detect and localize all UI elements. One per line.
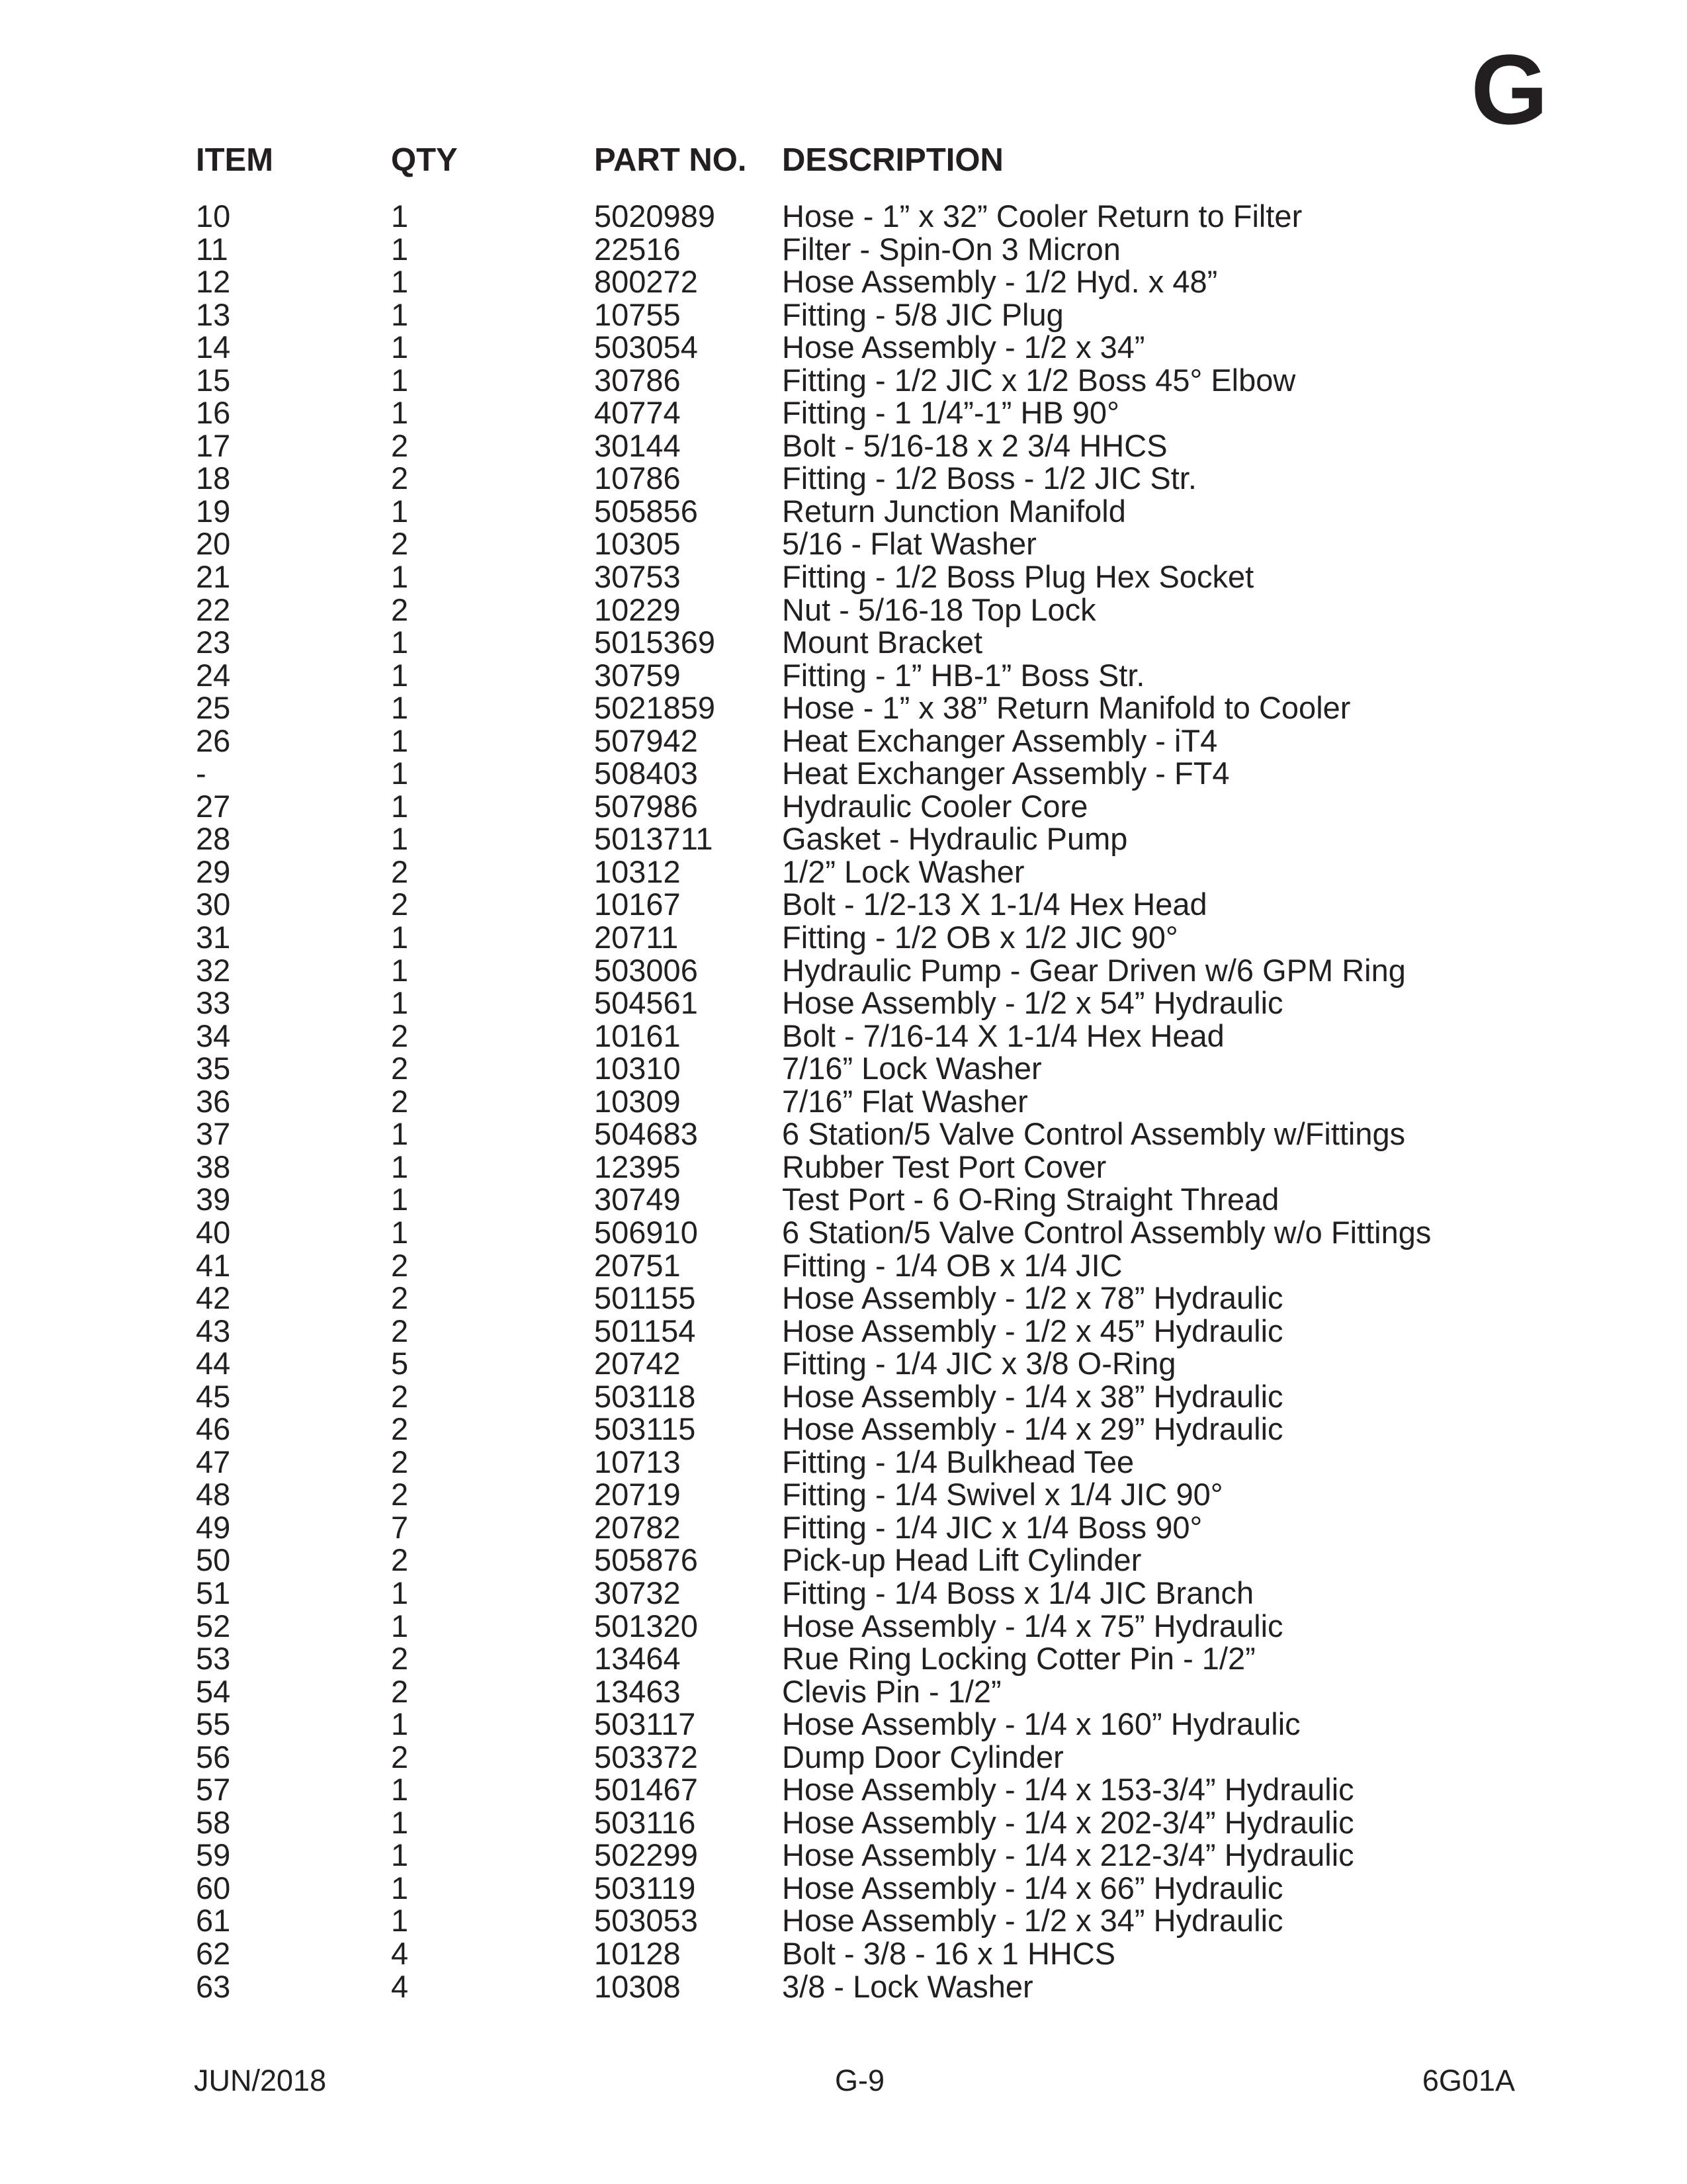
part-number-cell: 5021859 <box>594 690 715 726</box>
part-number-cell: 508403 <box>594 756 698 791</box>
item-cell: 58 <box>196 1804 231 1840</box>
description-cell: Mount Bracket <box>782 625 983 660</box>
qty-cell: 1 <box>391 788 409 824</box>
qty-cell: 1 <box>391 1837 409 1873</box>
description-cell: Return Junction Manifold <box>782 493 1126 529</box>
description-cell: Bolt - 3/8 - 16 x 1 HHCS <box>782 1935 1116 1971</box>
qty-cell: 1 <box>391 821 409 857</box>
item-cell: 43 <box>196 1313 231 1348</box>
part-number-cell: 13464 <box>594 1641 681 1677</box>
qty-cell: 1 <box>391 1804 409 1840</box>
table-row <box>0 822 1687 855</box>
page-footer <box>0 2061 1687 2101</box>
description-cell: Fitting - 1/4 Swivel x 1/4 JIC 90° <box>782 1477 1223 1512</box>
part-number-cell: 20751 <box>594 1247 681 1283</box>
description-cell: Hose Assembly - 1/4 x 29” Hydraulic <box>782 1411 1283 1447</box>
part-number-cell: 10312 <box>594 853 681 889</box>
item-cell: 15 <box>196 362 231 398</box>
qty-cell: 1 <box>391 559 409 595</box>
qty-cell: 2 <box>391 1378 409 1414</box>
item-cell: 57 <box>196 1772 231 1808</box>
item-cell: 41 <box>196 1247 231 1283</box>
description-cell: Hydraulic Cooler Core <box>782 788 1088 824</box>
table-row <box>0 1315 1687 1348</box>
description-cell: Hose Assembly - 1/2 x 54” Hydraulic <box>782 985 1283 1021</box>
table-row <box>0 1216 1687 1249</box>
table-row <box>0 298 1687 331</box>
table-row <box>0 1610 1687 1643</box>
part-number-cell: 10713 <box>594 1444 681 1479</box>
part-number-cell: 10308 <box>594 1968 681 2004</box>
table-row <box>0 495 1687 528</box>
item-cell: 11 <box>196 231 228 267</box>
item-cell: 48 <box>196 1477 231 1512</box>
table-row <box>0 954 1687 987</box>
item-cell: 42 <box>196 1280 231 1316</box>
item-cell: 63 <box>196 1968 231 2004</box>
description-cell: Clevis Pin - 1/2” <box>782 1673 1002 1709</box>
part-number-cell: 502299 <box>594 1837 698 1873</box>
table-row <box>0 1511 1687 1544</box>
description-cell: Hose Assembly - 1/2 Hyd. x 48” <box>782 264 1218 300</box>
item-cell: 44 <box>196 1346 231 1381</box>
part-number-cell: 30786 <box>594 362 681 398</box>
table-row <box>0 331 1687 364</box>
table-row <box>0 560 1687 593</box>
item-cell: 27 <box>196 788 231 824</box>
qty-cell: 2 <box>391 1641 409 1677</box>
item-cell: 46 <box>196 1411 231 1447</box>
qty-cell: 1 <box>391 493 409 529</box>
description-cell: Hose Assembly - 1/2 x 34” Hydraulic <box>782 1903 1283 1939</box>
description-cell: Fitting - 1 1/4”-1” HB 90° <box>782 395 1119 431</box>
part-number-cell: 503006 <box>594 952 698 988</box>
part-number-cell: 10309 <box>594 1083 681 1119</box>
table-row <box>0 1052 1687 1085</box>
item-cell: 36 <box>196 1083 231 1119</box>
item-cell: - <box>196 756 206 791</box>
item-cell: 39 <box>196 1182 231 1217</box>
item-cell: 18 <box>196 460 231 496</box>
qty-cell: 2 <box>391 1083 409 1119</box>
qty-column-header: QTY <box>391 142 458 178</box>
item-cell: 40 <box>196 1214 231 1250</box>
part-number-cell: 30759 <box>594 657 681 693</box>
description-cell: 3/8 - Lock Washer <box>782 1968 1033 2004</box>
qty-cell: 1 <box>391 1706 409 1742</box>
description-cell: Hose Assembly - 1/4 x 160” Hydraulic <box>782 1706 1301 1742</box>
part-number-cell: 20742 <box>594 1346 681 1381</box>
description-cell: Nut - 5/16-18 Top Lock <box>782 591 1096 627</box>
qty-cell: 2 <box>391 1411 409 1447</box>
description-cell: Hydraulic Pump - Gear Driven w/6 GPM Ring <box>782 952 1406 988</box>
description-cell: Hose Assembly - 1/4 x 212-3/4” Hydraulic <box>782 1837 1354 1873</box>
table-row <box>0 1282 1687 1315</box>
qty-cell: 1 <box>391 1903 409 1939</box>
description-cell: Test Port - 6 O-Ring Straight Thread <box>782 1182 1279 1217</box>
table-row <box>0 1872 1687 1905</box>
qty-cell: 2 <box>391 1247 409 1283</box>
part-number-cell: 507942 <box>594 722 698 758</box>
description-cell: Rubber Test Port Cover <box>782 1149 1107 1184</box>
table-row <box>0 1937 1687 1970</box>
description-cell: Fitting - 1/4 OB x 1/4 JIC <box>782 1247 1123 1283</box>
description-cell: Bolt - 1/2-13 X 1-1/4 Hex Head <box>782 887 1207 922</box>
qty-cell: 1 <box>391 625 409 660</box>
table-row <box>0 1151 1687 1184</box>
table-row <box>0 527 1687 560</box>
qty-cell: 2 <box>391 460 409 496</box>
qty-cell: 2 <box>391 853 409 889</box>
table-row <box>0 200 1687 233</box>
description-cell: Fitting - 1/2 Boss - 1/2 JIC Str. <box>782 460 1197 496</box>
part-number-cell: 20711 <box>594 920 679 955</box>
part-number-cell: 506910 <box>594 1214 698 1250</box>
part-number-cell: 501467 <box>594 1772 698 1808</box>
table-row <box>0 1183 1687 1216</box>
table-row <box>0 1020 1687 1053</box>
description-cell: Hose - 1” x 32” Cooler Return to Filter <box>782 198 1303 234</box>
description-cell: Fitting - 1/2 OB x 1/2 JIC 90° <box>782 920 1178 955</box>
part-number-cell: 504561 <box>594 985 698 1021</box>
qty-cell: 7 <box>391 1509 409 1545</box>
table-row <box>0 429 1687 462</box>
description-cell: Hose Assembly - 1/2 x 45” Hydraulic <box>782 1313 1283 1348</box>
description-column-header: DESCRIPTION <box>782 142 1004 178</box>
part-number-cell: 503115 <box>594 1411 696 1447</box>
footer-date: JUN/2018 <box>194 2064 327 2097</box>
qty-cell: 2 <box>391 887 409 922</box>
table-row <box>0 1675 1687 1708</box>
part-no-column-header: PART NO. <box>594 142 747 178</box>
item-cell: 23 <box>196 625 231 660</box>
description-cell: Bolt - 7/16-14 X 1-1/4 Hex Head <box>782 1018 1225 1053</box>
qty-cell: 2 <box>391 1444 409 1479</box>
table-row <box>0 1478 1687 1511</box>
item-cell: 52 <box>196 1608 231 1643</box>
item-cell: 37 <box>196 1116 231 1152</box>
qty-cell: 1 <box>391 756 409 791</box>
description-cell: Hose - 1” x 38” Return Manifold to Cooler <box>782 690 1351 726</box>
table-row <box>0 626 1687 659</box>
item-cell: 17 <box>196 427 231 463</box>
table-row <box>0 593 1687 627</box>
part-number-cell: 5013711 <box>594 821 713 857</box>
table-row <box>0 691 1687 724</box>
part-number-cell: 22516 <box>594 231 681 267</box>
part-number-cell: 505876 <box>594 1542 698 1578</box>
qty-cell: 1 <box>391 329 409 365</box>
description-cell: 5/16 - Flat Washer <box>782 526 1037 562</box>
item-cell: 16 <box>196 395 231 431</box>
item-cell: 29 <box>196 853 231 889</box>
item-cell: 56 <box>196 1739 231 1774</box>
table-row <box>0 888 1687 921</box>
part-number-cell: 501320 <box>594 1608 698 1643</box>
table-row <box>0 855 1687 889</box>
part-number-cell: 10128 <box>594 1935 681 1971</box>
description-cell: Fitting - 1/4 Bulkhead Tee <box>782 1444 1135 1479</box>
table-row <box>0 986 1687 1020</box>
table-row <box>0 364 1687 397</box>
qty-cell: 1 <box>391 985 409 1021</box>
qty-cell: 5 <box>391 1346 409 1381</box>
table-row <box>0 1806 1687 1839</box>
description-cell: Hose Assembly - 1/4 x 75” Hydraulic <box>782 1608 1283 1643</box>
part-number-cell: 5020989 <box>594 198 715 234</box>
description-cell: Fitting - 1/2 JIC x 1/2 Boss 45° Elbow <box>782 362 1296 398</box>
part-number-cell: 30753 <box>594 559 681 595</box>
part-number-cell: 10229 <box>594 591 681 627</box>
item-cell: 20 <box>196 526 231 562</box>
part-number-cell: 10786 <box>594 460 681 496</box>
table-row <box>0 1413 1687 1446</box>
qty-cell: 1 <box>391 1608 409 1643</box>
qty-cell: 1 <box>391 395 409 431</box>
item-cell: 25 <box>196 690 231 726</box>
item-cell: 33 <box>196 985 231 1021</box>
item-cell: 31 <box>196 920 231 955</box>
table-row <box>0 1970 1687 2003</box>
table-row <box>0 1708 1687 1741</box>
item-cell: 34 <box>196 1018 231 1053</box>
qty-cell: 2 <box>391 1542 409 1578</box>
table-row <box>0 396 1687 429</box>
description-cell: Fitting - 1” HB-1” Boss Str. <box>782 657 1145 693</box>
table-row <box>0 1839 1687 1872</box>
table-row <box>0 1085 1687 1118</box>
qty-cell: 1 <box>391 1772 409 1808</box>
part-number-cell: 10167 <box>594 887 681 922</box>
description-cell: Fitting - 5/8 JIC Plug <box>782 296 1064 332</box>
qty-cell: 1 <box>391 231 409 267</box>
part-number-cell: 30144 <box>594 427 681 463</box>
part-number-cell: 800272 <box>594 264 698 300</box>
item-cell: 22 <box>196 591 231 627</box>
qty-cell: 4 <box>391 1968 409 2004</box>
item-cell: 32 <box>196 952 231 988</box>
table-row <box>0 1773 1687 1806</box>
table-row <box>0 921 1687 954</box>
item-cell: 12 <box>196 264 231 300</box>
part-number-cell: 40774 <box>594 395 681 431</box>
item-cell: 30 <box>196 887 231 922</box>
description-cell: Dump Door Cylinder <box>782 1739 1064 1774</box>
part-number-cell: 10305 <box>594 526 681 562</box>
part-number-cell: 503117 <box>594 1706 696 1742</box>
description-cell: Hose Assembly - 1/2 x 78” Hydraulic <box>782 1280 1283 1316</box>
item-cell: 19 <box>196 493 231 529</box>
description-cell: Filter - Spin-On 3 Micron <box>782 231 1121 267</box>
parts-table <box>0 200 1687 2003</box>
item-cell: 24 <box>196 657 231 693</box>
part-number-cell: 10310 <box>594 1051 681 1086</box>
item-cell: 61 <box>196 1903 231 1939</box>
table-row <box>0 462 1687 495</box>
qty-cell: 1 <box>391 690 409 726</box>
part-number-cell: 503119 <box>594 1870 696 1905</box>
qty-cell: 1 <box>391 1214 409 1250</box>
description-cell: Hose Assembly - 1/4 x 202-3/4” Hydraulic <box>782 1804 1354 1840</box>
item-cell: 53 <box>196 1641 231 1677</box>
table-row <box>0 1577 1687 1610</box>
description-cell: Heat Exchanger Assembly - FT4 <box>782 756 1230 791</box>
part-number-cell: 503053 <box>594 1903 698 1939</box>
section-letter: G <box>1471 34 1548 145</box>
item-cell: 50 <box>196 1542 231 1578</box>
qty-cell: 1 <box>391 264 409 300</box>
qty-cell: 2 <box>391 1739 409 1774</box>
description-cell: Bolt - 5/16-18 x 2 3/4 HHCS <box>782 427 1168 463</box>
table-row <box>0 233 1687 266</box>
item-cell: 14 <box>196 329 231 365</box>
item-cell: 49 <box>196 1509 231 1545</box>
table-row <box>0 1249 1687 1282</box>
qty-cell: 2 <box>391 1673 409 1709</box>
table-row <box>0 1642 1687 1675</box>
part-number-cell: 20719 <box>594 1477 681 1512</box>
part-number-cell: 13463 <box>594 1673 681 1709</box>
part-number-cell: 10755 <box>594 296 681 332</box>
table-header <box>0 140 1687 180</box>
description-cell: Heat Exchanger Assembly - iT4 <box>782 722 1218 758</box>
part-number-cell: 30732 <box>594 1575 681 1610</box>
part-number-cell: 30749 <box>594 1182 681 1217</box>
item-cell: 35 <box>196 1051 231 1086</box>
description-cell: 7/16” Lock Washer <box>782 1051 1042 1086</box>
part-number-cell: 507986 <box>594 788 698 824</box>
item-cell: 21 <box>196 559 231 595</box>
part-number-cell: 503054 <box>594 329 698 365</box>
item-column-header: ITEM <box>196 142 274 178</box>
qty-cell: 1 <box>391 952 409 988</box>
table-row <box>0 1347 1687 1380</box>
table-row <box>0 1380 1687 1413</box>
item-cell: 26 <box>196 722 231 758</box>
qty-cell: 1 <box>391 657 409 693</box>
table-row <box>0 1446 1687 1479</box>
part-number-cell: 501154 <box>594 1313 696 1348</box>
qty-cell: 2 <box>391 1313 409 1348</box>
description-cell: Hose Assembly - 1/4 x 66” Hydraulic <box>782 1870 1283 1905</box>
description-cell: 6 Station/5 Valve Control Assembly w/Fittings <box>782 1116 1406 1152</box>
table-row <box>0 1904 1687 1937</box>
part-number-cell: 503372 <box>594 1739 698 1774</box>
qty-cell: 2 <box>391 1280 409 1316</box>
qty-cell: 2 <box>391 1477 409 1512</box>
table-row <box>0 265 1687 298</box>
part-number-cell: 5015369 <box>594 625 715 660</box>
qty-cell: 1 <box>391 722 409 758</box>
qty-cell: 1 <box>391 1116 409 1152</box>
table-row <box>0 659 1687 692</box>
qty-cell: 2 <box>391 591 409 627</box>
description-cell: Hose Assembly - 1/4 x 38” Hydraulic <box>782 1378 1283 1414</box>
table-row <box>0 1741 1687 1774</box>
item-cell: 38 <box>196 1149 231 1184</box>
item-cell: 28 <box>196 821 231 857</box>
qty-cell: 1 <box>391 1149 409 1184</box>
qty-cell: 2 <box>391 1018 409 1053</box>
table-row <box>0 1544 1687 1577</box>
item-cell: 51 <box>196 1575 231 1610</box>
item-cell: 54 <box>196 1673 231 1709</box>
qty-cell: 1 <box>391 1870 409 1905</box>
qty-cell: 1 <box>391 1575 409 1610</box>
qty-cell: 4 <box>391 1935 409 1971</box>
item-cell: 62 <box>196 1935 231 1971</box>
item-cell: 45 <box>196 1378 231 1414</box>
description-cell: Fitting - 1/2 Boss Plug Hex Socket <box>782 559 1254 595</box>
qty-cell: 2 <box>391 427 409 463</box>
item-cell: 10 <box>196 198 231 234</box>
footer-page-number: G-9 <box>835 2064 885 2097</box>
footer-document-code: 6G01A <box>1422 2064 1515 2097</box>
item-cell: 13 <box>196 296 231 332</box>
part-number-cell: 503118 <box>594 1378 696 1414</box>
part-number-cell: 12395 <box>594 1149 681 1184</box>
item-cell: 59 <box>196 1837 231 1873</box>
item-cell: 47 <box>196 1444 231 1479</box>
table-row <box>0 790 1687 823</box>
part-number-cell: 504683 <box>594 1116 698 1152</box>
description-cell: Hose Assembly - 1/2 x 34” <box>782 329 1145 365</box>
description-cell: Pick-up Head Lift Cylinder <box>782 1542 1142 1578</box>
description-cell: 1/2” Lock Washer <box>782 853 1025 889</box>
qty-cell: 1 <box>391 920 409 955</box>
part-number-cell: 20782 <box>594 1509 681 1545</box>
table-row <box>0 757 1687 790</box>
qty-cell: 1 <box>391 198 409 234</box>
qty-cell: 1 <box>391 296 409 332</box>
description-cell: Fitting - 1/4 JIC x 3/8 O-Ring <box>782 1346 1176 1381</box>
description-cell: 6 Station/5 Valve Control Assembly w/o Fittings <box>782 1214 1432 1250</box>
part-number-cell: 10161 <box>594 1018 681 1053</box>
qty-cell: 2 <box>391 526 409 562</box>
description-cell: Gasket - Hydraulic Pump <box>782 821 1128 857</box>
description-cell: Fitting - 1/4 Boss x 1/4 JIC Branch <box>782 1575 1254 1610</box>
table-row <box>0 724 1687 758</box>
part-number-cell: 503116 <box>594 1804 696 1840</box>
part-number-cell: 505856 <box>594 493 698 529</box>
description-cell: 7/16” Flat Washer <box>782 1083 1028 1119</box>
description-cell: Fitting - 1/4 JIC x 1/4 Boss 90° <box>782 1509 1203 1545</box>
item-cell: 60 <box>196 1870 231 1905</box>
item-cell: 55 <box>196 1706 231 1742</box>
qty-cell: 2 <box>391 1051 409 1086</box>
description-cell: Rue Ring Locking Cotter Pin - 1/2” <box>782 1641 1256 1677</box>
description-cell: Hose Assembly - 1/4 x 153-3/4” Hydraulic <box>782 1772 1354 1808</box>
qty-cell: 1 <box>391 1182 409 1217</box>
table-row <box>0 1117 1687 1151</box>
qty-cell: 1 <box>391 362 409 398</box>
part-number-cell: 501155 <box>594 1280 696 1316</box>
